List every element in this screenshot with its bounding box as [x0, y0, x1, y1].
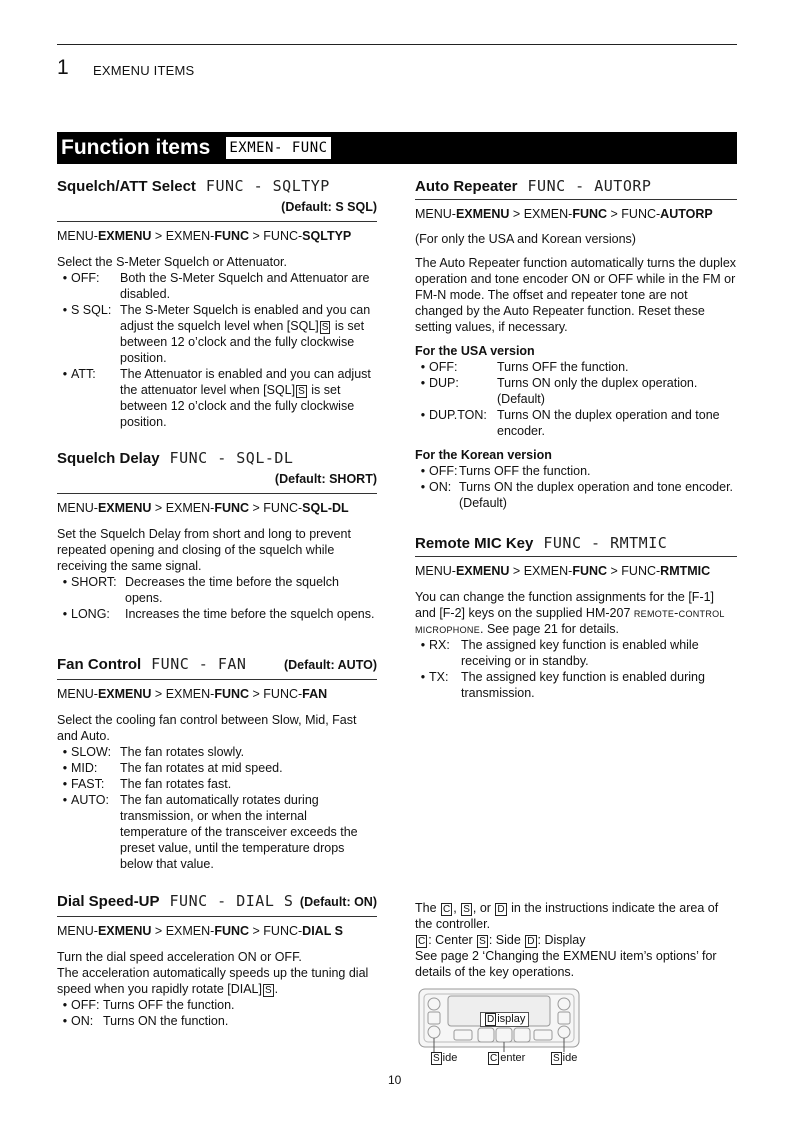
display-label: D isplay — [480, 1012, 529, 1027]
legend-line-3: See page 2 ‘Changing the EXMENU item’s options’ for details of the key operations. — [415, 949, 717, 979]
intro-text: Select the S-Meter Squelch or Attenuator. — [57, 255, 287, 269]
option-item: • RX: The assigned key function is enabled while receiving or in standby. — [420, 638, 699, 668]
intro-text: Set the Squelch Delay from short and long to prevent repeated opening and closing of the squelch while receiving the same signal. — [57, 527, 351, 573]
side-box-icon: S — [463, 904, 470, 915]
default-value: (Default: S SQL) — [281, 200, 377, 214]
menu-path: MENU-EXMENU > EXMEN-FUNC > FUNC-DIAL S — [57, 924, 343, 938]
option-item: • ON: Turns ON the function. — [62, 1014, 229, 1028]
note-text: (For only the USA and Korean versions) — [415, 232, 636, 246]
side-box-icon: S — [298, 386, 305, 397]
section-heading — [57, 891, 377, 912]
banner-lcd: EXMEN- FUNC — [226, 137, 330, 159]
squelch-delay-section — [57, 448, 377, 622]
lcd-label: FUNC - FAN — [151, 655, 247, 673]
section-heading — [415, 533, 737, 554]
auto-repeater-section — [415, 176, 737, 511]
center-box-icon: C — [443, 904, 451, 915]
usa-heading: For the USA version — [415, 344, 535, 358]
section-title: Fan Control — [57, 656, 142, 673]
option-item: • AUTO: The fan automatically rotates during transmission, or when the internal temperature of the transceiver exceeds the preset value, until the temperature drops below that value. — [62, 793, 358, 871]
side-box-icon: S — [321, 322, 329, 333]
lcd-label: FUNC - DIAL S — [169, 892, 294, 910]
chapter-number: 1 — [57, 56, 69, 79]
remote-mic-section — [415, 533, 737, 701]
intro-text: You can change the function assignments for the [F-1] and [F-2] keys on the supplied HM-207 remote-control microphone. See page 21 for details. — [415, 590, 725, 636]
section-title: Squelch/ATT Select — [57, 178, 196, 195]
menu-path: MENU-EXMENU > EXMEN-FUNC > FUNC-AUTORP — [415, 207, 713, 221]
side-label-right: S ide — [553, 1052, 578, 1064]
display-box-icon: D — [497, 904, 505, 915]
section-title: Remote MIC Key — [415, 535, 534, 552]
default-value: (Default: SHORT) — [274, 472, 377, 486]
option-item: • DUP.TON: Turns ON the duplex operation and tone encoder. — [420, 408, 720, 438]
side-label-left: S ide — [433, 1052, 458, 1064]
option-item: • LONG: Increases the time before the squelch opens. — [62, 607, 375, 621]
section-heading — [57, 176, 377, 197]
side-box-icon: S — [264, 985, 272, 996]
menu-path: MENU-EXMENU > EXMEN-FUNC > FUNC-SQL-DL — [57, 501, 349, 515]
option-item: • S SQL: The S-Meter Squelch is enabled and you can adjust the squelch level when [SQL] S is set between 12 o’clock and the fully clockwise position. — [62, 303, 371, 365]
lcd-label: FUNC - SQLTYP — [205, 177, 330, 195]
section-heading — [57, 654, 377, 675]
option-item: • OFF: Turns OFF the function. — [420, 464, 591, 478]
section-rule — [57, 493, 377, 494]
option-item: • DUP: Turns ON only the duplex operation. (Default) — [420, 376, 698, 406]
legend-section — [415, 900, 737, 980]
option-item: • OFF: Both the S-Meter Squelch and Attenuator are disabled. — [62, 271, 370, 301]
section-title: Squelch Delay — [57, 450, 160, 467]
intro-text: Turn the dial speed acceleration ON or OFF. — [57, 950, 302, 964]
option-item: • SLOW: The fan rotates slowly. — [62, 745, 245, 759]
section-heading — [57, 448, 377, 469]
header-rule — [57, 44, 737, 45]
section-rule — [415, 556, 737, 557]
default-value: (Default: ON) — [299, 895, 377, 909]
section-rule — [57, 679, 377, 680]
section-rule — [57, 221, 377, 222]
menu-path: MENU-EXMENU > EXMEN-FUNC > FUNC-SQLTYP — [57, 229, 352, 243]
korean-heading: For the Korean version — [415, 448, 552, 462]
option-item: • OFF: Turns OFF the function. — [62, 998, 235, 1012]
section-title: Dial Speed-UP — [57, 893, 160, 910]
banner-title: Function items — [61, 136, 211, 159]
option-item: • MID: The fan rotates at mid speed. — [62, 761, 283, 775]
lcd-label: FUNC - RMTMIC — [543, 534, 668, 552]
intro-text: Select the cooling fan control between Slow, Mid, Fast and Auto. — [57, 713, 357, 743]
section-heading — [415, 176, 737, 197]
fan-control-section — [57, 654, 377, 872]
option-item: • ATT: The Attenuator is enabled and you can adjust the attenuator level when [SQL] S is set between 12 o’clock and the fully clockwise position. — [62, 367, 371, 429]
menu-path: MENU-EXMENU > EXMEN-FUNC > FUNC-RMTMIC — [415, 564, 711, 578]
section-title: Auto Repeater — [415, 178, 518, 195]
default-value: (Default: AUTO) — [283, 658, 377, 672]
intro-text: The acceleration automatically speeds up the tuning dial speed when you rapidly rotate [DIAL] S . — [57, 966, 369, 996]
option-item: • ON: Turns ON the duplex operation and tone encoder. (Default) — [420, 480, 734, 510]
option-item: • OFF: Turns OFF the function. — [420, 360, 629, 374]
menu-path: MENU-EXMENU > EXMEN-FUNC > FUNC-FAN — [57, 687, 328, 701]
center-label: C enter — [490, 1052, 526, 1064]
section-rule — [415, 199, 737, 200]
intro-text: The Auto Repeater function automatically turns the duplex operation and tone encoder ON or OFF while in the FM or FM-N mode. The offset and repeater tone are not changed by the Auto Repeater function. Reset these setting values, if necessary. — [415, 256, 737, 334]
controller-diagram — [418, 988, 588, 1068]
page-number: 10 — [388, 1073, 402, 1087]
dial-speed-section — [57, 891, 377, 1029]
option-item: • FAST: The fan rotates fast. — [62, 777, 232, 791]
legend-line-2: C : Center S : Side D : Display — [418, 933, 586, 947]
squelch-att-section — [57, 176, 377, 430]
chapter-title: EXMENU ITEMS — [93, 63, 195, 78]
option-item: • SHORT: Decreases the time before the squelch opens. — [62, 575, 340, 605]
option-item: • TX: The assigned key function is enabled during transmission. — [420, 670, 705, 700]
section-banner — [57, 132, 737, 164]
section-rule — [57, 916, 377, 917]
legend-line-1: The C , S , or D in the instructions indicate the area of the controller. — [415, 901, 719, 931]
lcd-label: FUNC - AUTORP — [527, 177, 652, 195]
lcd-label: FUNC - SQL-DL — [169, 449, 294, 467]
